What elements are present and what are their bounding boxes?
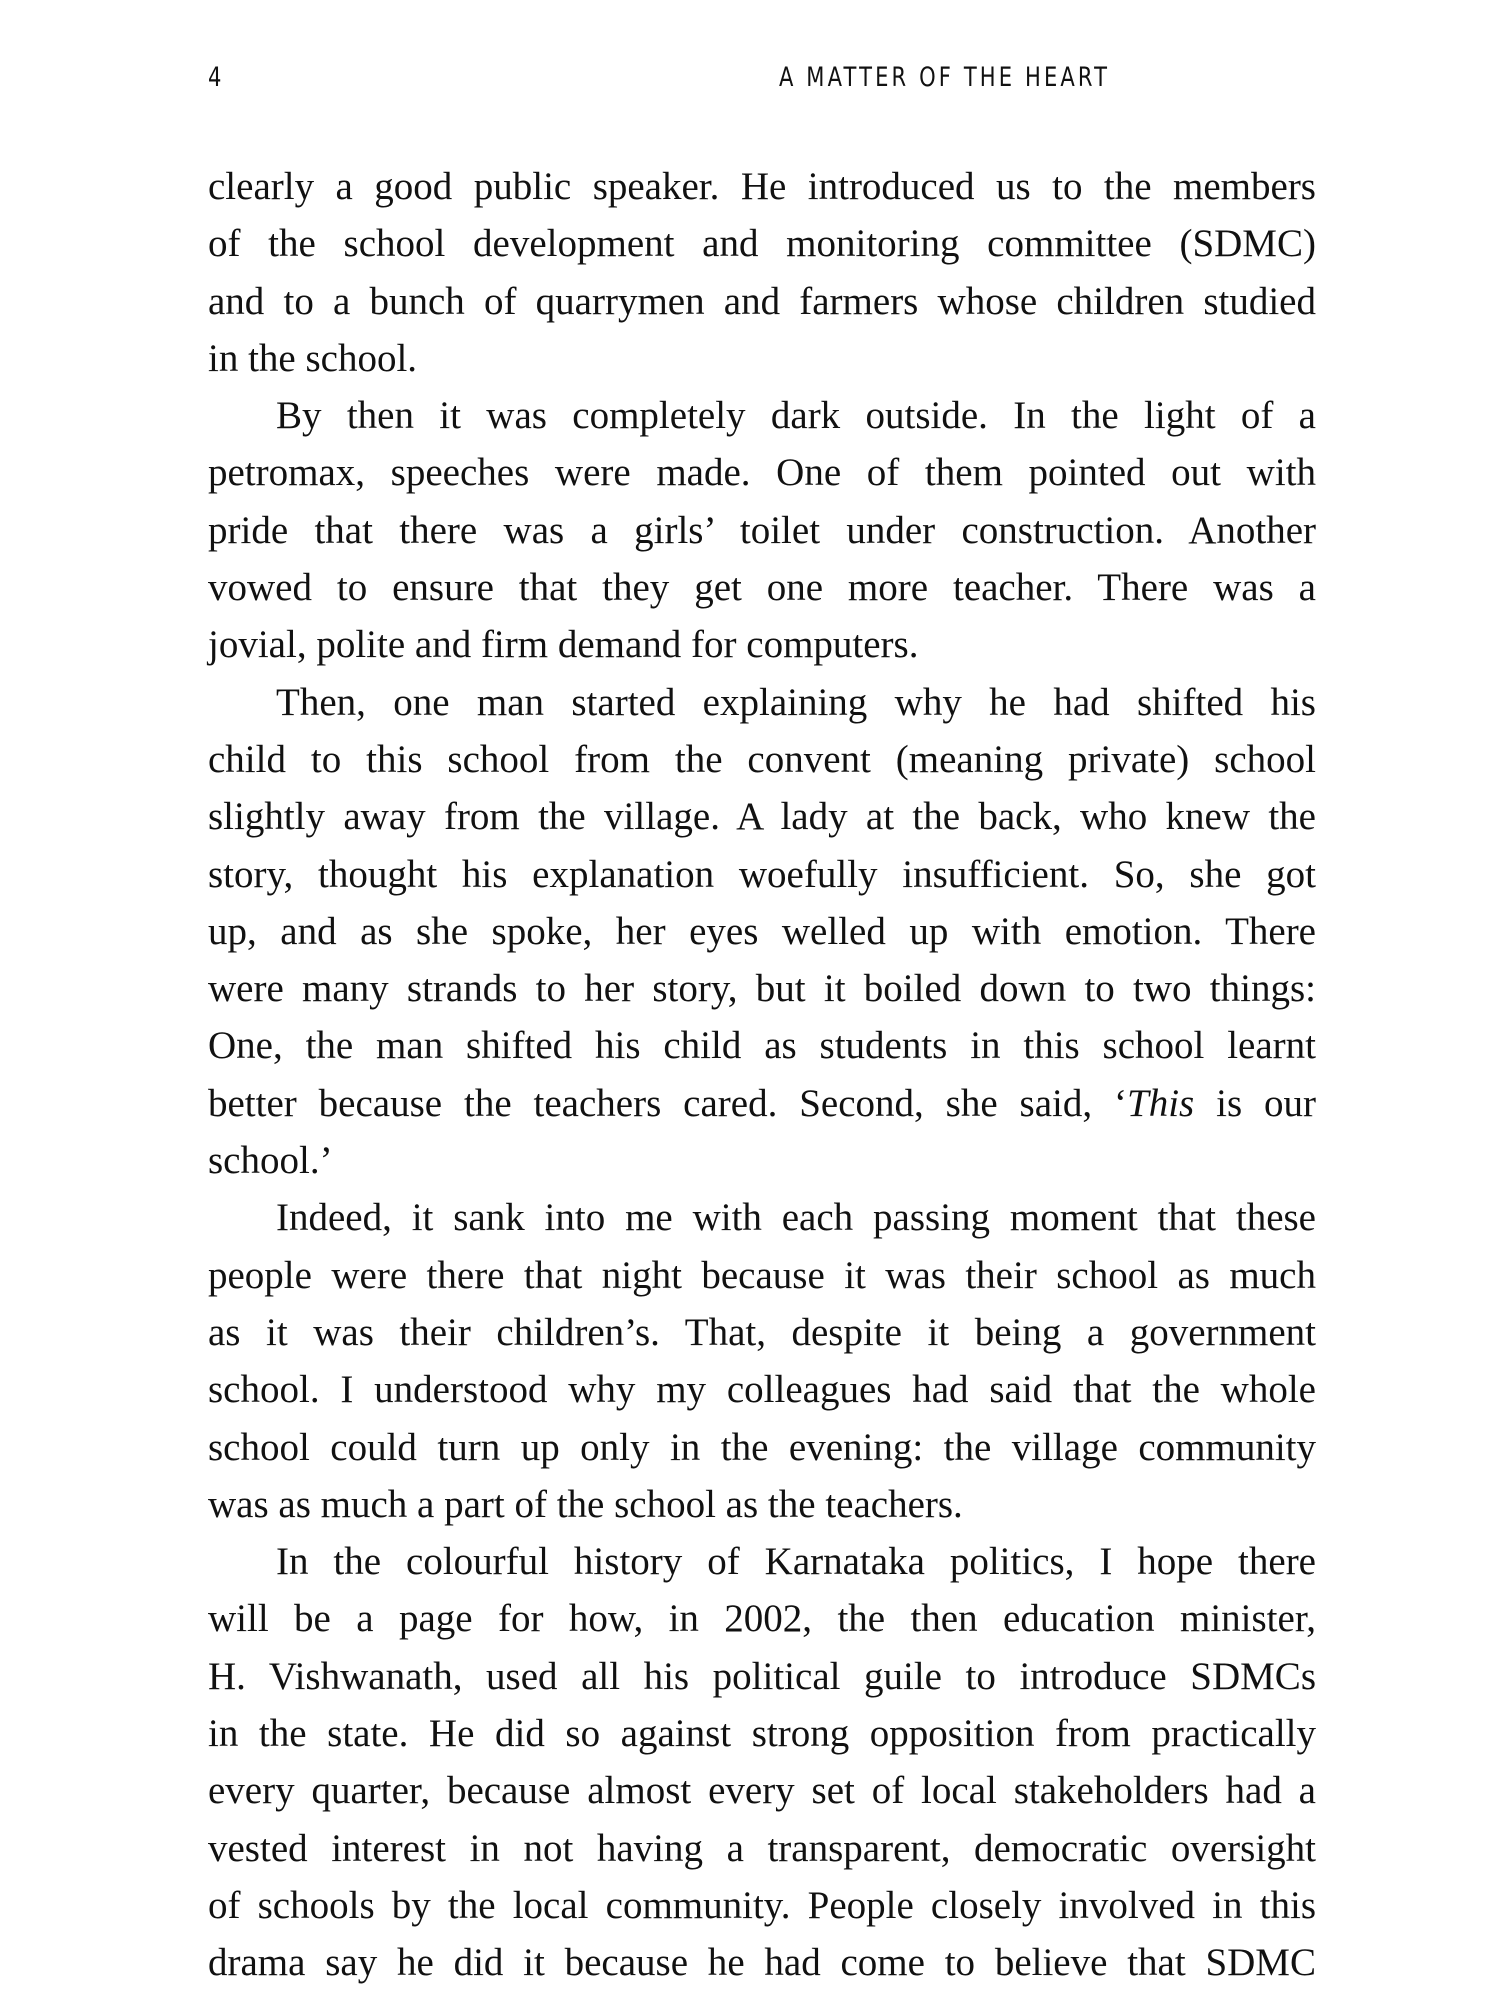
text-line: school. I understood why my colleagues had said that the whole: [208, 1368, 1316, 1412]
italic-emphasis: This: [1127, 1081, 1195, 1125]
text-line: people were there that night because it was their school as much: [208, 1253, 1316, 1297]
text-line: Then, one man started explaining why he had shifted his: [276, 680, 1316, 724]
text-line: school.’: [208, 1139, 333, 1183]
text-line: story, thought his explanation woefully insufficient. So, she got: [208, 852, 1316, 896]
text-line: every quarter, because almost every set of local stakeholders had a: [208, 1769, 1316, 1813]
text-line: In the colourful history of Karnataka politics, I hope there: [276, 1540, 1316, 1584]
text-line: better because the teachers cared. Second, she said, ‘This is our: [208, 1081, 1317, 1125]
body-text: [208, 158, 1316, 1992]
text-line: will be a page for how, in 2002, the then education minister,: [208, 1597, 1316, 1641]
running-title: A MATTER OF THE HEART: [778, 62, 1111, 93]
text-line: pride that there was a girls’ toilet under construction. Another: [208, 508, 1316, 552]
text-line: of schools by the local community. People closely involved in this: [208, 1883, 1316, 1927]
text-line: By then it was completely dark outside. In the light of a: [276, 394, 1316, 438]
text-line: vowed to ensure that they get one more teacher. There was a: [208, 566, 1316, 610]
text-line: and to a bunch of quarrymen and farmers whose children studied: [208, 279, 1316, 323]
running-header: [208, 62, 1111, 102]
page-number: 4: [208, 62, 225, 93]
text-line: slightly away from the village. A lady at the back, who knew the: [208, 795, 1316, 839]
text-line: H. Vishwanath, used all his political guile to introduce SDMCs: [208, 1654, 1316, 1698]
text-line: drama say he did it because he had come to believe that SDMC: [208, 1941, 1316, 1985]
text-line: of the school development and monitoring committee (SDMC): [208, 222, 1316, 266]
text-line: in the state. He did so against strong opposition from practically: [208, 1712, 1316, 1756]
text-line: One, the man shifted his child as students in this school learnt: [208, 1024, 1316, 1068]
text-line: were many strands to her story, but it boiled down to two things:: [208, 967, 1316, 1011]
text-line: was as much a part of the school as the teachers.: [208, 1482, 963, 1526]
text-line: petromax, speeches were made. One of them pointed out with: [208, 451, 1316, 495]
text-line: jovial, polite and firm demand for computers.: [208, 623, 919, 667]
paragraph: [208, 387, 1316, 673]
text-line: Indeed, it sank into me with each passing moment that these: [276, 1196, 1316, 1240]
text-line: clearly a good public speaker. He introduced us to the members: [208, 165, 1316, 208]
text-line: school could turn up only in the evening: the village community: [208, 1425, 1316, 1469]
text-line: vested interest in not having a transparent, democratic oversight: [208, 1826, 1316, 1870]
text-line: child to this school from the convent (meaning private) school: [208, 737, 1316, 781]
text-line: in the school.: [208, 336, 418, 380]
text-line: as it was their children’s. That, despite it being a government: [208, 1310, 1316, 1354]
text-line: up, and as she spoke, her eyes welled up with emotion. There: [208, 909, 1316, 953]
paragraph: [208, 674, 1316, 1190]
paragraph: [208, 158, 1316, 387]
paragraph: [208, 1533, 1316, 1991]
paragraph: [208, 1189, 1316, 1533]
